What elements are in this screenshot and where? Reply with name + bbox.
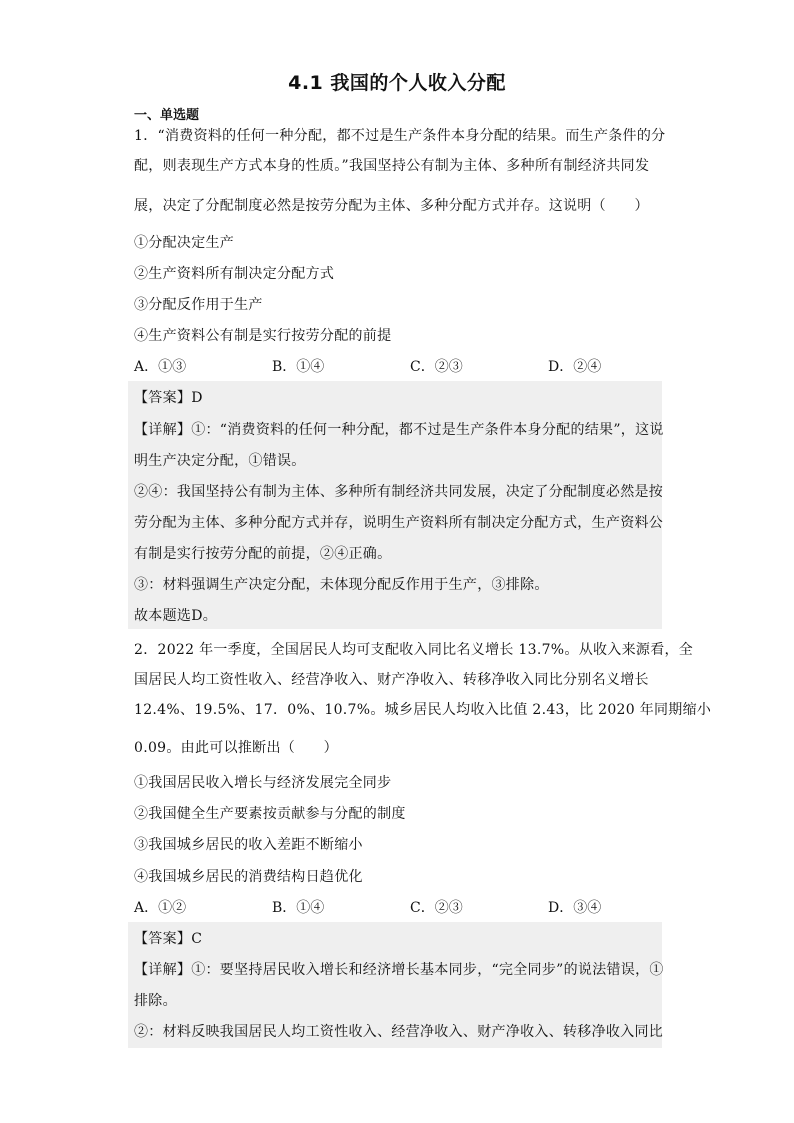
q2-analysis-line: 排除。 [134,993,177,1009]
q1-statement: ③分配反作用于生产 [134,297,263,313]
q1-analysis-line: 【详解】①：“消费资料的任何一种分配，都不过是生产条件本身分配的结果”，这说 [134,422,664,438]
q1-statement: ④生产资料公有制是实行按劳分配的前提 [134,328,392,344]
q2-stem-line: 2．2022 年一季度，全国居民人均可支配收入同比名义增长 13.7%。从收入来源看，全 [134,642,694,658]
q1-analysis-line: 劳分配为主体、多种分配方式并存，说明生产资料所有制决定分配方式，生产资料公 [134,515,664,531]
q1-option-b[interactable]: B．①④ [272,359,325,375]
q2-option-b[interactable]: B．①④ [272,900,325,916]
q1-statement: ①分配决定生产 [134,235,235,251]
q1-options [134,357,662,377]
q1-analysis-line: 故本题选D。 [134,608,218,624]
q2-statement: ④我国城乡居民的消费结构日趋优化 [134,869,363,885]
q1-analysis-line: ③：材料强调生产决定分配，未体现分配反作用于生产，③排除。 [134,577,549,593]
q1-stem-line: 1．“消费资料的任何一种分配，都不过是生产条件本身分配的结果。而生产条件的分 [134,128,666,144]
q1-statement: ②生产资料所有制决定分配方式 [134,266,335,282]
q2-analysis-line: ②：材料反映我国居民人均工资性收入、经营净收入、财产净收入、转移净收入同比 [134,1024,664,1040]
q2-stem-line: 12.4%、19.5%、17．0%、10.7%。城乡居民人均收入比值 2.43，比 2020 年同期缩小 [134,702,712,718]
q2-stem-line: 国居民人均工资性收入、经营净收入、财产净收入、转移净收入同比分别名义增长 [134,672,649,688]
q1-option-c[interactable]: C．②③ [410,359,463,375]
q1-analysis-line: ②④：我国坚持公有制为主体、多种所有制经济共同发展，决定了分配制度必然是按 [134,484,664,500]
q1-stem-line: 配，则表现生产方式本身的性质。”我国坚持公有制为主体、多种所有制经济共同发 [134,158,650,174]
page-title: 4.1 我国的个人收入分配 [288,72,506,94]
q2-statement: ③我国城乡居民的收入差距不断缩小 [134,837,363,853]
q1-analysis-line: 有制是实行按劳分配的前提，②④正确。 [134,546,392,562]
q1-option-a[interactable]: A．①③ [134,359,187,375]
q2-stem-line: 0.09。由此可以推断出（ ） [134,740,338,756]
q1-analysis-line: 明生产决定分配，①错误。 [134,453,306,469]
q2-analysis-line: 【详解】①：要坚持居民收入增长和经济增长基本同步，“完全同步”的说法错误，① [134,962,664,978]
q2-option-d[interactable]: D．③④ [548,900,602,916]
q2-option-a[interactable]: A．①② [134,900,187,916]
q1-stem-line: 展，决定了分配制度必然是按劳分配为主体、多种分配方式并存。这说明（ ） [134,198,649,214]
q1-option-d[interactable]: D．②④ [548,359,602,375]
q2-statement: ②我国健全生产要素按贡献参与分配的制度 [134,806,406,822]
section-heading: 一、单选题 [134,108,200,123]
q2-statement: ①我国居民收入增长与经济发展完全同步 [134,775,392,791]
q2-options [134,898,662,918]
q2-option-c[interactable]: C．②③ [410,900,463,916]
q1-answer: 【答案】D [134,390,203,406]
q2-answer: 【答案】C [134,931,203,947]
